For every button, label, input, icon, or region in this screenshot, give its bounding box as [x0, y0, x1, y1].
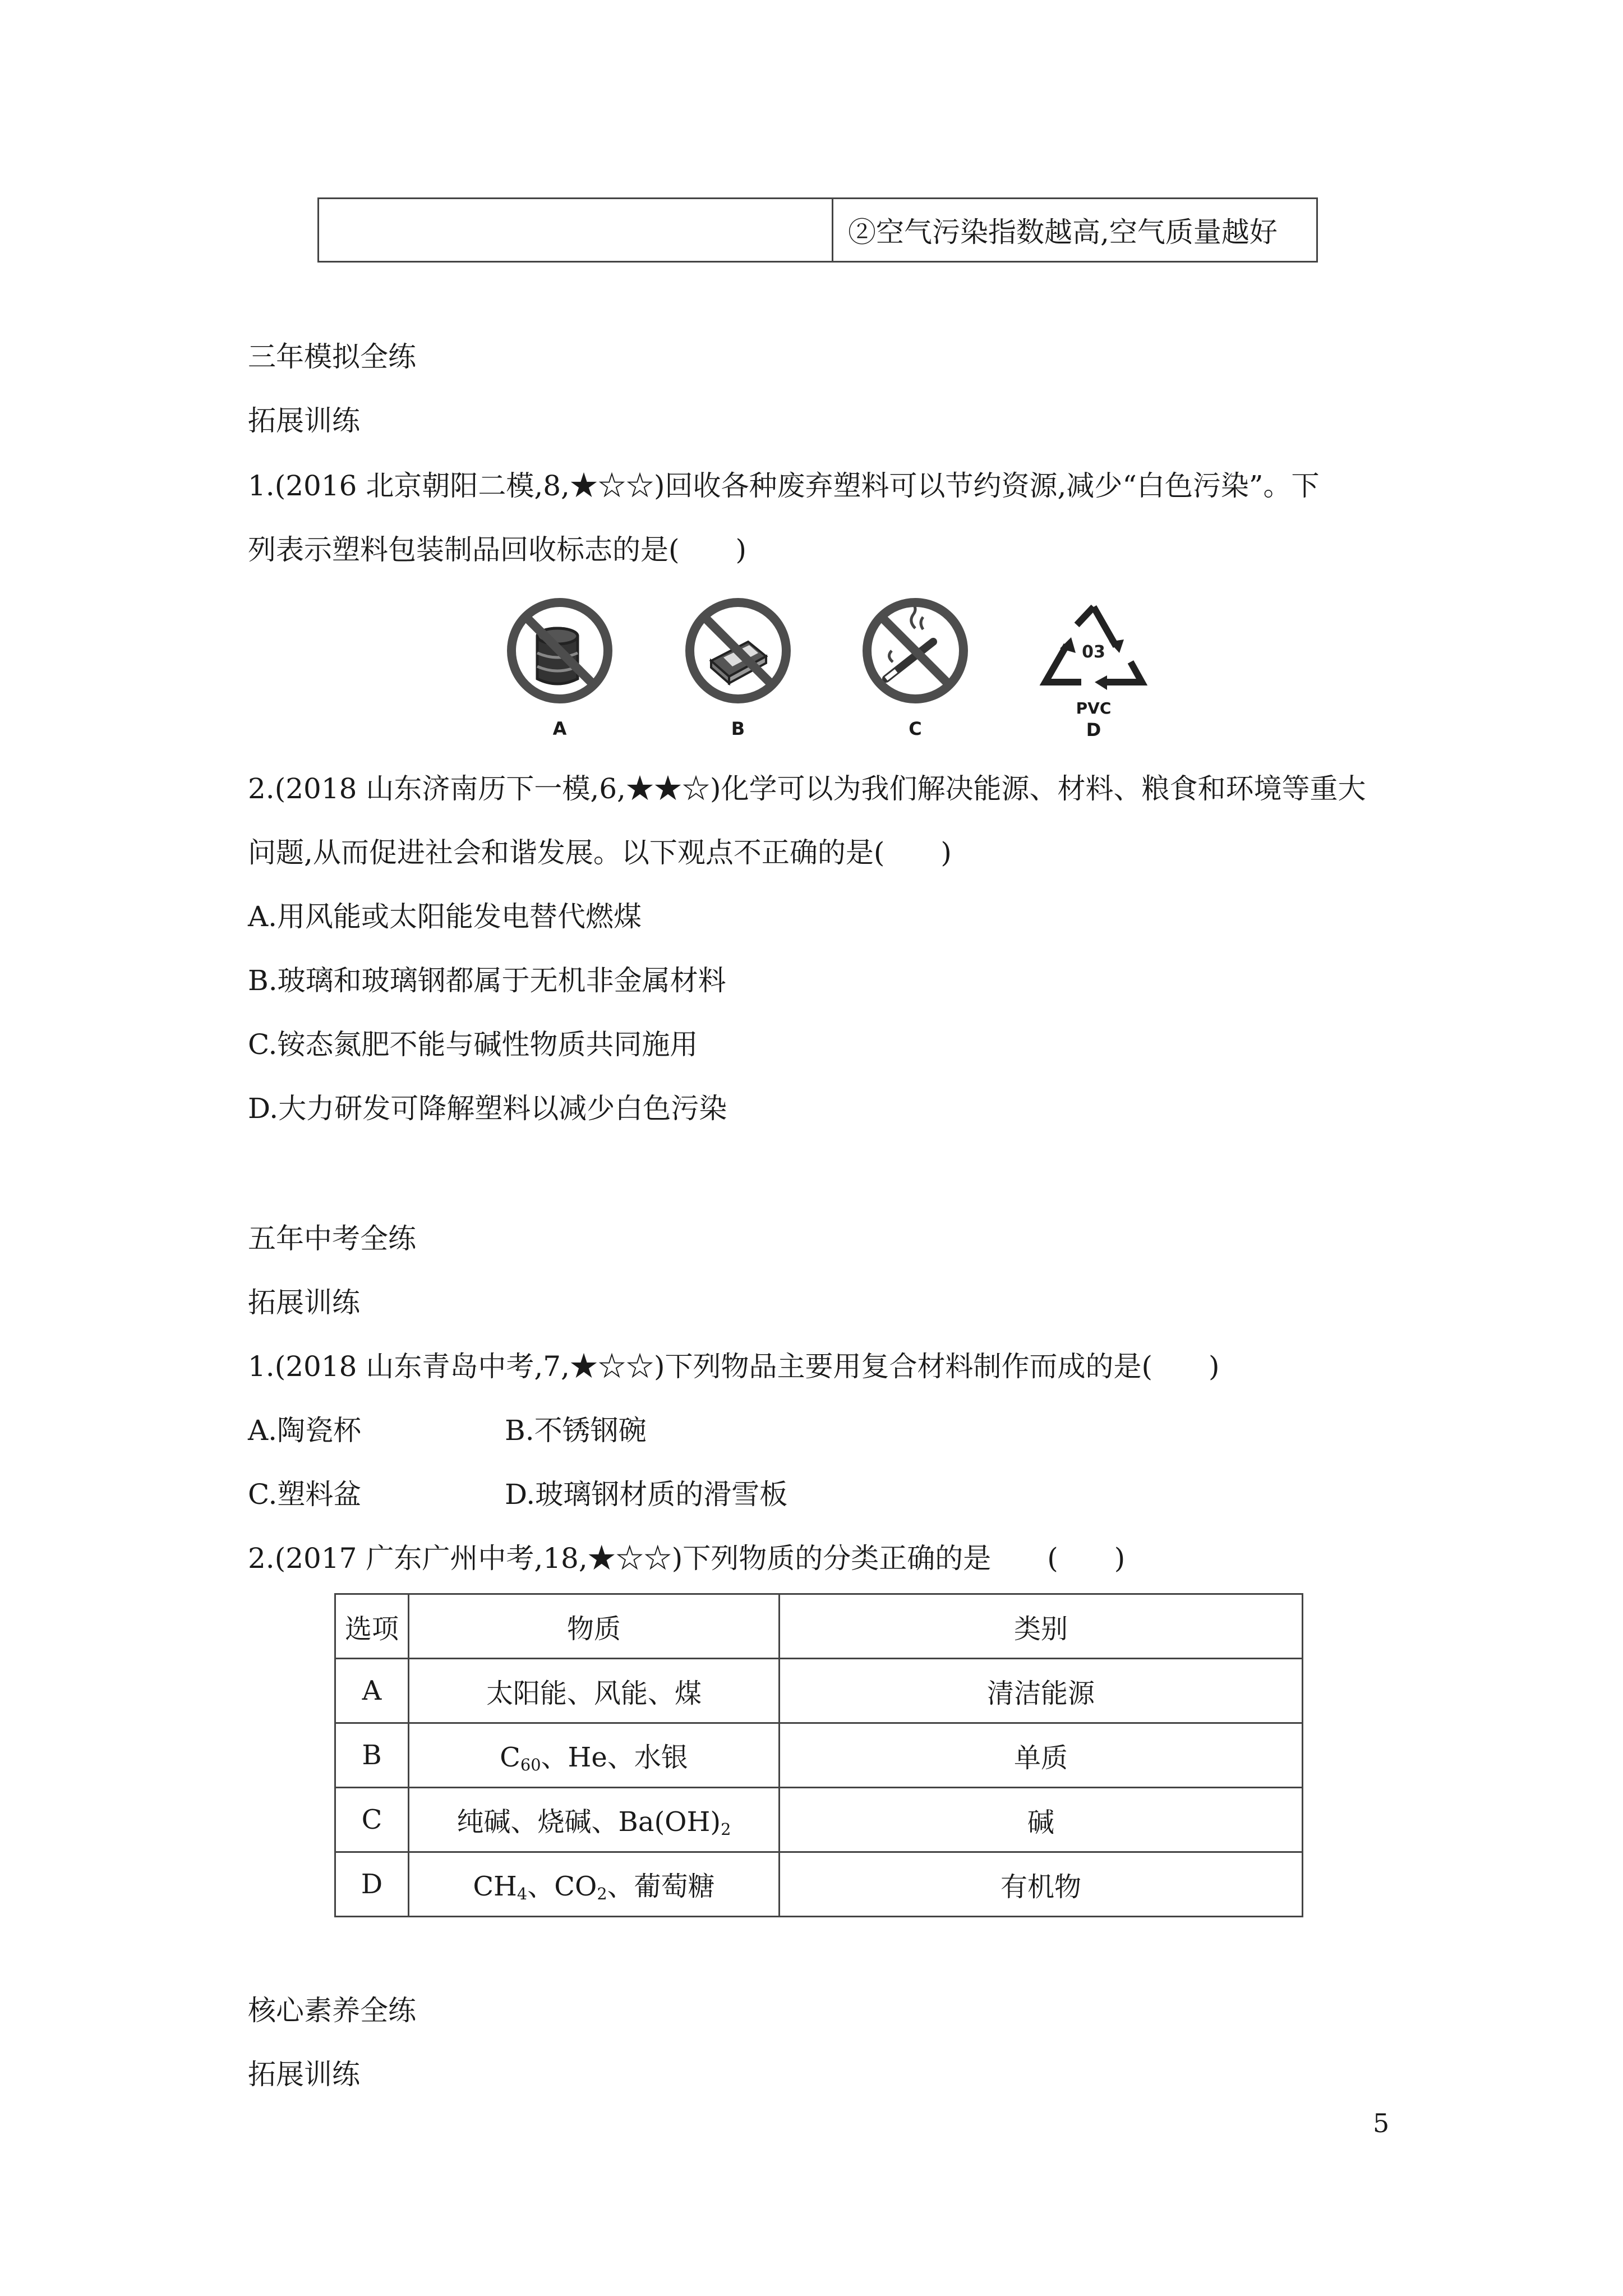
figure-d	[1032, 595, 1155, 740]
question-2-option-d: D.大力研发可降解塑料以减少白色污染	[248, 1092, 727, 1125]
section-subtitle-mock: 拓展训练	[248, 404, 360, 437]
row-substance: $C_{60}$、He、水银	[409, 1723, 780, 1788]
row-option: D	[335, 1852, 409, 1917]
row-category: 碱	[780, 1788, 1303, 1852]
exam-q1-option-a: A.陶瓷杯	[248, 1414, 362, 1447]
recycle-pvc-icon	[1032, 595, 1155, 701]
header-substance: 物质	[409, 1594, 780, 1659]
section-title-exam: 五年中考全练	[248, 1222, 416, 1255]
question-1-line-2: 列表示塑料包装制品回收标志的是( )	[248, 533, 747, 566]
recycle-symbol-figures	[494, 595, 1155, 740]
section-subtitle-literacy: 拓展训练	[248, 2058, 360, 2091]
row-substance: 太阳能、风能、煤	[409, 1659, 780, 1723]
figure-b	[682, 595, 805, 740]
row-option: A	[335, 1659, 409, 1723]
header-category: 类别	[780, 1594, 1303, 1659]
row-option: B	[335, 1723, 409, 1788]
top-table-left-cell	[319, 199, 833, 262]
no-barrel-icon	[504, 595, 616, 707]
figure-b-label: B	[731, 718, 745, 739]
table-row	[335, 1852, 1303, 1917]
table-row	[335, 1659, 1303, 1723]
header-option: 选项	[335, 1594, 409, 1659]
question-2-option-c: C.铵态氮肥不能与碱性物质共同施用	[248, 1028, 698, 1061]
question-2-line-2: 问题,从而促进社会和谐发展。以下观点不正确的是( )	[248, 836, 952, 869]
question-2-option-a: A.用风能或太阳能发电替代燃煤	[248, 900, 642, 933]
table-header-row	[335, 1594, 1303, 1659]
classification-table	[334, 1593, 1303, 1917]
figure-a	[504, 595, 627, 740]
figure-c	[859, 595, 983, 740]
table-row	[335, 1788, 1303, 1852]
figure-a-label: A	[552, 718, 567, 739]
row-substance: $CH_4$、$CO_2$、葡萄糖	[409, 1852, 780, 1917]
recycle-code: 03	[1082, 642, 1105, 662]
top-table-right-cell: ②空气污染指数越高,空气质量越好	[833, 199, 1317, 262]
top-table	[317, 197, 1318, 263]
section-subtitle-exam: 拓展训练	[248, 1286, 360, 1319]
question-2-line-1: 2.(2018 山东济南历下一模,6,★★☆)化学可以为我们解决能源、材料、粮食和环境等重大	[248, 772, 1366, 805]
row-category: 单质	[780, 1723, 1303, 1788]
exam-q1-option-b: B.不锈钢碗	[505, 1414, 647, 1447]
figure-d-caption: PVC	[1076, 699, 1112, 717]
figure-d-label: D	[1086, 719, 1101, 740]
exam-q1-option-c: C.塑料盆	[248, 1478, 362, 1511]
row-substance: 纯碱、烧碱、$Ba(OH)_2$	[409, 1788, 780, 1852]
section-title-mock: 三年模拟全练	[248, 341, 416, 373]
table-row	[335, 1723, 1303, 1788]
no-matches-icon	[682, 595, 794, 707]
section-title-literacy: 核心素养全练	[248, 1994, 416, 2027]
row-category: 清洁能源	[780, 1659, 1303, 1723]
exam-q1-option-d: D.玻璃钢材质的滑雪板	[505, 1478, 788, 1511]
row-category: 有机物	[780, 1852, 1303, 1917]
row-option: C	[335, 1788, 409, 1852]
question-2-option-b: B.玻璃和玻璃钢都属于无机非金属材料	[248, 964, 726, 997]
figure-c-label: C	[909, 718, 922, 739]
page-number: 5	[1373, 2108, 1390, 2138]
exam-question-1: 1.(2018 山东青岛中考,7,★☆☆)下列物品主要用复合材料制作而成的是( )	[248, 1350, 1220, 1383]
question-1-line-1: 1.(2016 北京朝阳二模,8,★☆☆)回收各种废弃塑料可以节约资源,减少“白色污染”。下	[248, 470, 1320, 502]
no-smoking-icon	[859, 595, 971, 707]
exam-question-2: 2.(2017 广东广州中考,18,★☆☆)下列物质的分类正确的是 ( )	[248, 1542, 1126, 1575]
